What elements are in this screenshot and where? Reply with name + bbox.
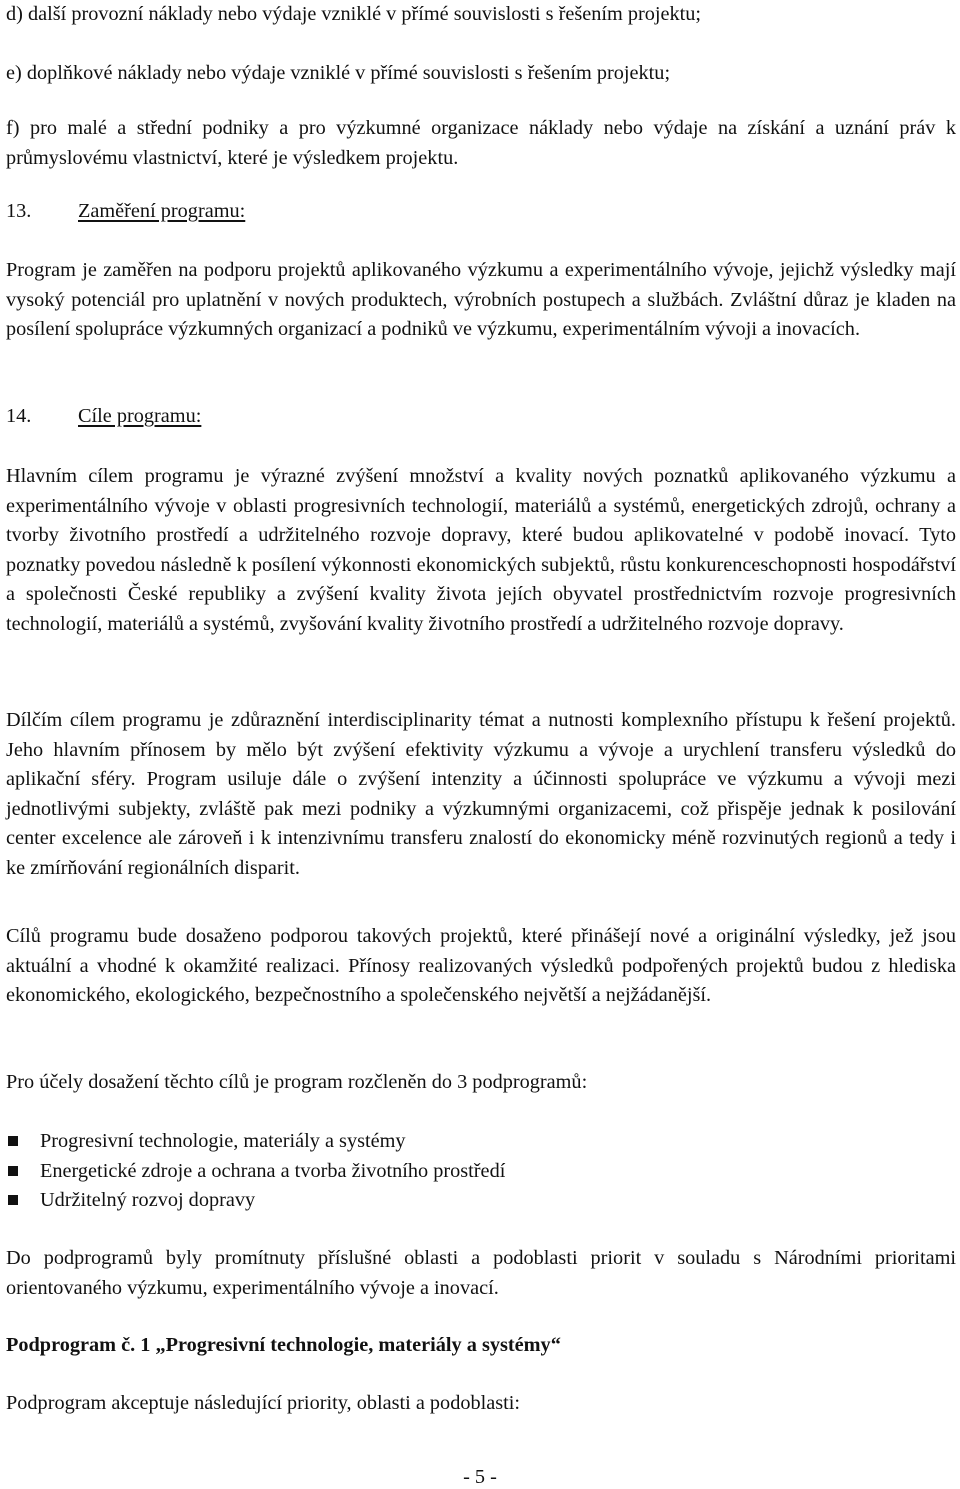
list-item-e: e) doplňkové náklady nebo výdaje vzniklé v přímé souvislosti s řešením projektu; <box>6 62 671 84</box>
section-14-heading <box>6 405 201 428</box>
section-14-number: 14. <box>6 405 32 427</box>
section-14-paragraph-2: Dílčím cílem programu je zdůraznění interdisciplinarity témat a nutnosti komplexního přístupu k řešení projektů. Jeho hlavním přínosem by mělo být zvýšení efektivity výzkumu a vývoje a urychlení transferu výsledků do aplikační sféry. Program usiluje dále o zvýšení intenzity a účinnosti spolupráce ve výzkumu a vývoji mezi jednotlivými subjekty, zvláště pak mezi podniky a výzkumnými organizacemi, což přispěje jednak k posilování center excelence ale zároveň i k intenzivnímu transferu znalostí do ekonomicky méně rozvinutých regionů a tedy i ke zmírňování regionálních disparit. <box>6 709 956 879</box>
bullet-square-icon <box>8 1166 18 1176</box>
section-14-paragraph-4: Pro účely dosažení těchto cílů je program rozčleněn do 3 podprogramů: <box>6 1071 588 1093</box>
subprogram-intro: Podprogram akceptuje následující priority, oblasti a podoblasti: <box>6 1392 521 1414</box>
bullet-square-icon <box>8 1195 18 1205</box>
subprogram-title: Podprogram č. 1 „Progresivní technologie, materiály a systémy“ <box>6 1334 561 1356</box>
list-item: Energetické zdroje a ochrana a tvorba životního prostředí <box>6 1157 505 1187</box>
section-13-number: 13. <box>6 200 32 222</box>
section-14-title: Cíle programu: <box>78 405 202 427</box>
section-13-title: Zaměření programu: <box>78 200 246 222</box>
list-item-f: f) pro malé a střední podniky a pro výzkumné organizace náklady nebo výdaje na získání a uznání práv k průmyslovému vlastnictví, které je výsledkem projektu. <box>6 117 956 169</box>
page-number: - 5 - <box>463 1466 497 1488</box>
bullet-square-icon <box>8 1136 18 1146</box>
list-item: Udržitelný rozvoj dopravy <box>6 1186 505 1216</box>
section-14-after-bullets: Do podprogramů byly promítnuty příslušné oblasti a podoblasti priorit v souladu s Národními prioritami orientovaného výzkumu, experimentálního vývoje a inovací. <box>6 1247 956 1299</box>
section-14-paragraph-1: Hlavním cílem programu je výrazné zvýšení množství a kvality nových poznatků aplikovaného výzkumu a experimentálního vývoje v oblasti progresivních technologií, materiálů a systémů, energetických zdrojů, ochrany a tvorby životního prostředí a udržitelného rozvoje dopravy, které budou aplikovatelné v podobě inovací. Tyto poznatky povedou následně k posílení výkonnosti ekonomických subjektů, růstu konkurenceschopnosti hospodářství a společnosti České republiky a zvýšení kvality života jejích obyvatel prostřednictvím rozvoje progresivních technologií, materiálů a systémů, zvyšování kvality životního prostředí a udržitelného rozvoje dopravy. <box>6 465 956 635</box>
list-item: Progresivní technologie, materiály a systémy <box>6 1127 505 1157</box>
section-14-paragraph-3: Cílů programu bude dosaženo podporou takových projektů, které přinášejí nové a originální výsledky, jež jsou aktuální a vhodné k okamžité realizaci. Přínosy realizovaných výsledků podpořených projektů budou z hlediska ekonomického, ekologického, bezpečnostního a společenského největší a nejžádanější. <box>6 925 956 1006</box>
subprogram-list <box>6 1127 505 1216</box>
section-13-heading <box>6 200 245 223</box>
section-13-paragraph: Program je zaměřen na podporu projektů aplikovaného výzkumu a experimentálního vývoje, jejichž výsledky mají vysoký potenciál pro uplatnění v nových produktech, výrobních postupech a službách. Zvláštní důraz je kladen na posílení spolupráce výzkumných organizací a podniků ve výzkumu, experimentálním vývoji a inovacích. <box>6 259 956 340</box>
list-item-d: d) další provozní náklady nebo výdaje vzniklé v přímé souvislosti s řešením projektu; <box>6 3 702 25</box>
